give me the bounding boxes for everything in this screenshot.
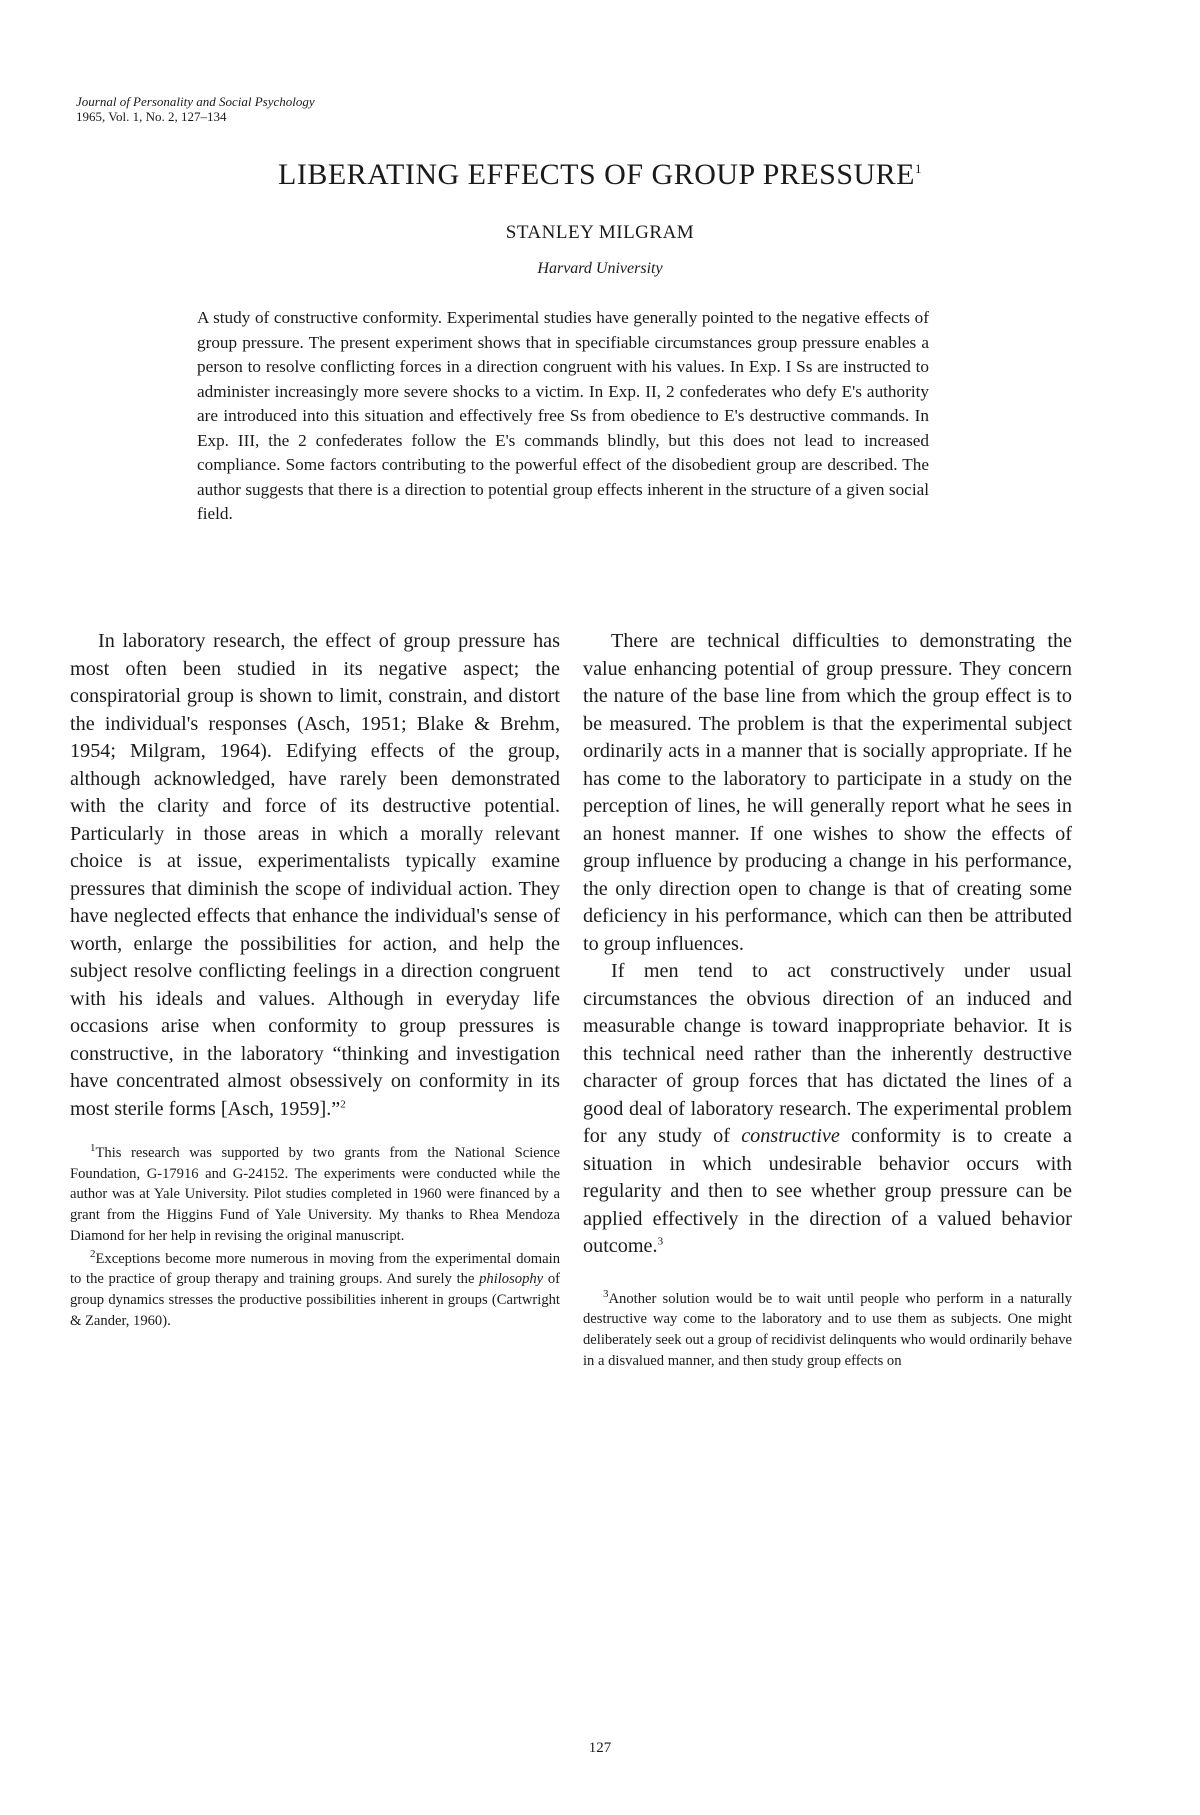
footnote-text: Another solution would be to wait until people who perform in a naturally destructive way come to the laboratory and to use them as subjects. One might deliberately seek out a group of recidivist delinquents who would ordinarily behave in a disvalued manner, and then study group effects on <box>583 1290 1072 1369</box>
footnote <box>70 1249 560 1332</box>
body-paragraph-text: conformity is to create a situation in which undesirable behavior occurs with regularity and then to see whether group pressure can be applied effectively in the direction of a valued behavior outcome. <box>583 1125 1073 1257</box>
journal-name: Journal of Personality and Social Psychology <box>76 94 315 109</box>
footnote <box>583 1289 1072 1372</box>
left-column <box>70 628 560 1331</box>
body-paragraph-text: If men tend to act constructively under usual circumstances the obvious direction of an induced and measurable change is toward inappropriate behavior. It is this technical need rather than the inherently destructive character of group forces that has dictated the lines of a good deal of laboratory research. The experimental problem for any study of <box>583 960 1072 1147</box>
title-footnote-mark: 1 <box>915 161 922 176</box>
footnote-mark: 2 <box>90 1247 96 1260</box>
footnote-mark: 3 <box>603 1287 609 1300</box>
body-paragraph-text: In laboratory research, the effect of group pressure has most often been studied in its negative aspect; the conspiratorial group is shown to limit, constrain, and distort the individual's responses (Asch, 1951; Blake & Brehm, 1954; Milgram, 1964). Edifying effects of the group, although acknowledged, have rarely been demonstrated with the clarity and force of its destructive potential. Particularly in those areas in which a morally relevant choice is at issue, experimentalists typically examine pressures that diminish the scope of individual action. They have neglected effects that enhance the individual's sense of worth, enlarge the possibilities for action, and help the subject resolve conflicting feelings in a direction congruent with his ideals and values. Although in everyday life occasions arise when conformity to group pressures is constructive, in the laboratory “thinking and investigation have concentrated almost obsessively on conformity in its most sterile forms [Asch, 1959].” <box>70 630 560 1120</box>
journal-header <box>76 94 315 124</box>
right-column <box>583 628 1072 1371</box>
article-title-text: LIBERATING EFFECTS OF GROUP PRESSURE <box>278 158 915 191</box>
body-paragraph: There are technical difficulties to demonstrating the value enhancing potential of group pressure. They concern the nature of the base line from which the group effect is to be measured. The problem is that the experimental subject ordinarily acts in a manner that is socially appropriate. If he has come to the laboratory to participate in a study on the perception of lines, he will generally report what he sees in an honest manner. If one wishes to show the effects of group influence by producing a change in his performance, the only direction open to change is that of creating some deficiency in his performance, which can then be attributed to group influences. <box>583 630 1072 955</box>
footnote-mark: 2 <box>340 1097 346 1110</box>
article-title <box>0 158 1200 192</box>
page-number: 127 <box>588 1740 612 1756</box>
footnote-mark: 3 <box>657 1235 664 1248</box>
author-affiliation: Harvard University <box>537 260 663 277</box>
footnote-text: This research was supported by two grants from the National Science Foundation, G-17916 and G-24152. The experiments were conducted while the author was at Yale University. Pilot studies completed in 1960 were financed by a grant from the Higgins Fund of Yale University. My thanks to Rhea Mendoza Diamond for her help in revising the original manuscript. <box>70 1145 560 1244</box>
footnote-mark: 1 <box>90 1142 96 1155</box>
footnote-emphasis: philosophy <box>479 1271 544 1288</box>
author-name: STANLEY MILGRAM <box>505 222 695 243</box>
footnote-text: of group dynamics stresses the productive possibilities inherent in groups (Cartwright & Zander, 1960). <box>70 1271 560 1329</box>
journal-volume-info: 1965, Vol. 1, No. 2, 127–134 <box>76 109 227 124</box>
abstract: A study of constructive conformity. Experimental studies have generally pointed to the negative effects of group pressure. The present experiment shows that in specifiable circumstances group pressure enables a person to resolve conflicting forces in a direction congruent with his values. In Exp. I Ss are instructed to administer increasingly more severe shocks to a victim. In Exp. II, 2 confederates who defy E's authority are introduced into this situation and effectively free Ss from obedience to E's destructive commands. In Exp. III, the 2 confederates follow the E's commands blindly, but this does not lead to increased compliance. Some factors contributing to the powerful effect of the disobedient group are described. The author suggests that there is a direction to potential group effects inherent in the structure of a given social field. <box>197 308 929 523</box>
body-paragraph <box>70 628 560 1123</box>
footnote <box>70 1143 560 1247</box>
footnote-text: Exceptions become more numerous in moving from the experimental domain to the practice of group therapy and training groups. And surely the <box>70 1250 560 1288</box>
body-paragraph <box>583 958 1072 1261</box>
body-emphasis: constructive <box>741 1125 840 1147</box>
